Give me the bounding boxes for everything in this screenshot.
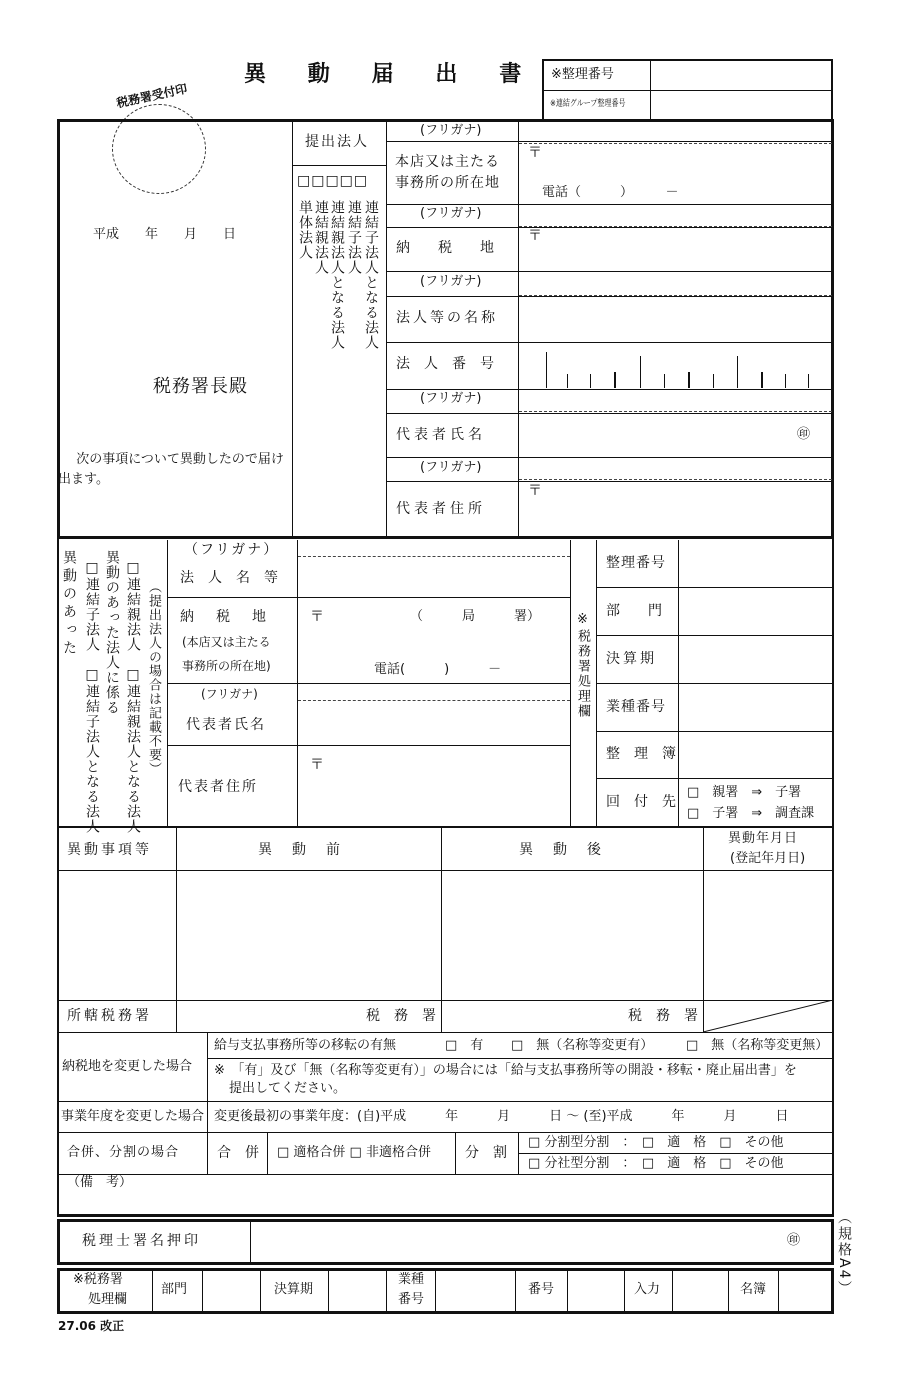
corp-name-input[interactable] xyxy=(520,298,832,341)
changed-corp-name-input[interactable] xyxy=(299,559,569,596)
rep-seal-mark: ㊞ xyxy=(797,427,811,442)
corp-name-label: 法人等の名称 xyxy=(396,310,498,326)
office-row-ref-number: 整理番号 xyxy=(606,555,666,571)
split-option-2[interactable]: □ 分社型分割 ： □ 適 格 □ その他 xyxy=(528,1156,784,1171)
office-row-register: 整 理 簿 xyxy=(606,746,676,762)
payroll-note-2: 提出してください。 xyxy=(229,1081,347,1096)
footer-dept-label: 部門 xyxy=(161,1282,188,1297)
changed-side-options-2: □連結子法人 □連結子法人となる法人 xyxy=(84,560,100,834)
reference-number-field[interactable] xyxy=(652,61,832,89)
jurisdiction-label: 所轄税務署 xyxy=(67,1008,152,1024)
changed-postal-mark: 〒 xyxy=(310,609,324,625)
remarks-label: （備 考） xyxy=(67,1175,133,1190)
filer-type-checkboxes[interactable]: □□□□□ xyxy=(297,173,369,189)
change-date-input[interactable] xyxy=(705,872,832,999)
footer-fiscal-label: 決算期 xyxy=(274,1282,314,1297)
taxplace-input[interactable] xyxy=(545,230,830,270)
office-row-department: 部 門 xyxy=(606,603,662,619)
payroll-note-1: ※ 「有」及び「無（名称等変更有）」の場合には「給与支払事務所等の開設・移転・廃止届出書」を xyxy=(214,1063,797,1078)
rep-name-furigana-label: (フリガナ) xyxy=(420,391,482,406)
route-option-child-to-audit[interactable]: □ 子署 ⇒ 調査課 xyxy=(687,806,815,821)
change-item-input[interactable] xyxy=(60,872,175,999)
changed-phone-field[interactable]: 電話( ) － xyxy=(374,662,502,677)
changed-side-mid: 異動のあった法人に係る xyxy=(104,550,120,715)
notice-text: 次の事項について異動したので届け出ます。 xyxy=(58,452,284,487)
hq-address-input[interactable] xyxy=(545,146,830,182)
hq-address-label-2: 事務所の所在地 xyxy=(395,175,500,191)
taxplace-furigana-label: (フリガナ) xyxy=(420,206,482,221)
footer-industry-label-2: 番号 xyxy=(398,1292,425,1307)
changed-rep-name-label: 代表者氏名 xyxy=(186,717,266,733)
merge-options[interactable]: □ 適格合併 □ 非適格合併 xyxy=(277,1145,431,1160)
tax-accountant-label: 税理士署名押印 xyxy=(82,1233,201,1249)
hq-postal-mark: 〒 xyxy=(528,145,542,161)
hq-phone-field[interactable]: 電話（ ） － xyxy=(542,185,679,200)
filer-type-option-4: 連結親法人 xyxy=(313,200,329,275)
filer-type-option-2: 連結子法人 xyxy=(346,200,362,275)
changed-rep-name-input[interactable] xyxy=(299,703,569,743)
recipient-label: 税務署長殿 xyxy=(153,376,248,397)
filer-type-option-3: 連結親法人となる法人 xyxy=(329,200,345,350)
corp-number-label: 法 人 番 号 xyxy=(396,356,494,372)
reference-number-label: ※整理番号 xyxy=(551,67,614,82)
changed-taxplace-label: 納 税 地 xyxy=(180,609,270,625)
footer-industry-label-1: 業種 xyxy=(398,1272,425,1287)
rep-address-postal-mark: 〒 xyxy=(528,483,542,499)
filer-type-option-5: 単体法人 xyxy=(297,200,313,260)
tax-office-before: 税 務 署 xyxy=(366,1008,436,1024)
changed-rep-address-input[interactable] xyxy=(320,750,568,822)
tax-office-after: 税 務 署 xyxy=(628,1008,698,1024)
corp-number-input[interactable] xyxy=(546,352,808,388)
corp-name-furigana-label: (フリガナ) xyxy=(420,274,482,289)
changed-hq-label-2: 事務所の所在地) xyxy=(182,659,271,673)
payroll-move-yes[interactable]: □ 有 xyxy=(445,1038,484,1053)
tax-accountant-input[interactable] xyxy=(252,1222,772,1262)
remarks-input[interactable] xyxy=(60,1193,831,1213)
split-label: 分 割 xyxy=(465,1145,507,1161)
form-title: 異動届出書 xyxy=(244,61,564,87)
merge-label: 合 併 xyxy=(217,1145,259,1161)
office-side-label: ※税務署処理欄 xyxy=(575,612,590,719)
taxplace-label: 納 税 地 xyxy=(396,240,494,256)
date-line: 平成 年 月 日 xyxy=(93,227,237,242)
filer-type-option-1: 連結子法人となる法人 xyxy=(363,200,379,350)
changed-side-title: 異動のあった xyxy=(61,550,77,658)
footer-register-label: 名簿 xyxy=(740,1282,767,1297)
rep-address-furigana-label: (フリガナ) xyxy=(420,460,482,475)
changed-rep-postal-mark: 〒 xyxy=(310,757,324,773)
office-row-industry: 業種番号 xyxy=(606,699,666,715)
changed-side-note: （提出法人の場合は記載不要） xyxy=(146,580,161,776)
revision-note: 27.06 改正 xyxy=(58,1319,125,1333)
merger-label: 合併、分割の場合 xyxy=(67,1145,180,1160)
footer-input-label: 入力 xyxy=(634,1282,661,1297)
fiscal-change-label: 事業年度を変更した場合 xyxy=(61,1109,205,1124)
change-head-date-1: 異動年月日 xyxy=(728,831,799,846)
paper-size-note: （規格A4） xyxy=(836,1210,852,1297)
office-row-route: 回 付 先 xyxy=(606,794,676,810)
change-before-input[interactable] xyxy=(178,872,440,999)
changed-rep-furigana-label: (フリガナ) xyxy=(201,687,258,701)
office-row-fiscal: 決算期 xyxy=(606,651,657,667)
footer-number-label: 番号 xyxy=(528,1282,555,1297)
changed-side-options-1: □連結親法人 □連結親法人となる法人 xyxy=(125,560,141,834)
change-head-date-2: (登記年月日) xyxy=(730,851,806,866)
change-after-input[interactable] xyxy=(443,872,702,999)
rep-name-input[interactable] xyxy=(520,415,790,456)
rep-address-label: 代表者住所 xyxy=(396,501,486,517)
changed-bureau-field[interactable]: （ 局 署） xyxy=(410,609,541,624)
split-option-1[interactable]: □ 分割型分割 ： □ 適 格 □ その他 xyxy=(528,1135,784,1150)
change-head-after: 異 動 後 xyxy=(519,842,604,858)
payroll-move-question: 給与支払事務所等の移転の有無 xyxy=(214,1038,397,1053)
hq-address-label-1: 本店又は主たる xyxy=(395,154,500,170)
taxplace-postal-mark: 〒 xyxy=(528,228,542,244)
changed-rep-address-label: 代表者住所 xyxy=(178,779,258,795)
footer-office-label-1: ※税務署 xyxy=(73,1272,123,1287)
changed-furigana-label: （フリガナ） xyxy=(184,542,280,558)
payroll-move-no[interactable]: □ 無（名称等変更無） xyxy=(686,1038,829,1053)
tax-place-change-label: 納税地を変更した場合 xyxy=(62,1059,193,1074)
filer-label: 提出法人 xyxy=(305,134,369,150)
change-head-before: 異 動 前 xyxy=(258,842,343,858)
rep-name-label: 代表者氏名 xyxy=(396,427,486,443)
rep-address-input[interactable] xyxy=(545,484,830,534)
tax-accountant-seal: ㊞ xyxy=(787,1233,801,1248)
route-option-parent-to-child[interactable]: □ 親署 ⇒ 子署 xyxy=(687,785,802,800)
hq-furigana-label: (フリガナ) xyxy=(420,123,482,138)
receipt-stamp-label: 税務署受付印 xyxy=(115,81,189,111)
changed-hq-label-1: (本店又は主たる xyxy=(182,635,271,649)
group-reference-field[interactable] xyxy=(652,92,832,119)
changed-corp-name-label: 法 人 名 等 xyxy=(180,570,278,586)
fiscal-change-period[interactable]: 変更後最初の事業年度：(自)平成 年 月 日 ～ (至)平成 年 月 日 xyxy=(214,1109,789,1124)
payroll-move-no-name-change[interactable]: □ 無（名称等変更有） xyxy=(511,1038,654,1053)
tax-office-slash xyxy=(703,1000,833,1032)
change-head-item: 異動事項等 xyxy=(67,842,152,858)
group-reference-label: ※連結グループ整理番号 xyxy=(550,99,626,109)
footer-office-label-2: 処理欄 xyxy=(88,1292,128,1307)
